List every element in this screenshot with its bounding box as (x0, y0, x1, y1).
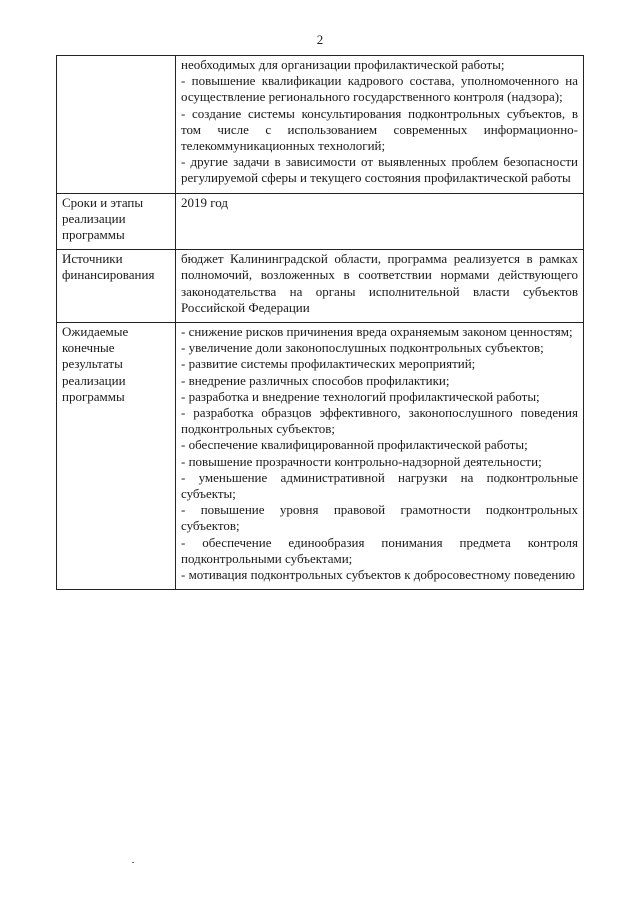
list-item: - внедрение различных способов профилактики; (181, 372, 450, 388)
row-label: Сроки и этапы реализации программы (57, 193, 176, 250)
list-item: - обеспечение квалифицированной профилактической работы; (181, 437, 528, 453)
program-passport-table (56, 55, 584, 590)
list-item: - повышение прозрачности контрольно-надзорной деятельности; (181, 453, 542, 469)
row-label: Ожидаемые конечные результаты реализации программы (57, 323, 176, 590)
page-number: 2 (316, 32, 324, 47)
list-item: бюджет Калининградской области, программа реализуется в рамках полномочий, возложенных в соответствии нормами действующего законодательства на органы исполнительной власти субъектов Российской Федерации (181, 251, 578, 315)
row-label (57, 56, 176, 194)
row-content (176, 250, 584, 323)
list-item: необходимых для организации профилактической работы; (181, 57, 505, 72)
table-row-expected-results (57, 323, 584, 590)
list-item: - увеличение доли законопослушных подконтрольных субъектов; (181, 340, 544, 356)
list-item: 2019 год (181, 194, 228, 210)
list-item: - повышение уровня правовой грамотности подконтрольных субъектов; (181, 502, 578, 534)
list-item: - обеспечение единообразия понимания предмета контроля подконтрольными субъектами; (181, 534, 578, 566)
row-content (176, 193, 584, 250)
table-row-financing (57, 250, 584, 323)
list-item: - развитие системы профилактических мероприятий; (181, 356, 476, 372)
table-row-terms (57, 193, 584, 250)
list-item: - уменьшение административной нагрузки на подконтрольные субъекты; (181, 469, 578, 502)
scan-speck (132, 862, 134, 863)
row-content (176, 56, 584, 194)
table-row-objectives-continued (57, 56, 584, 194)
list-item: - разработка образцов эффективного, законопослушного поведения подконтрольных субъектов; (181, 405, 578, 437)
list-item: - мотивация подконтрольных субъектов к добросовестному поведению (181, 567, 576, 583)
list-item: - другие задачи в зависимости от выявленных проблем безопасности регулируемой сферы и текущего состояния профилактической работы (181, 154, 578, 186)
list-item: - создание системы консультирования подконтрольных субъектов, в том числе с использованием современных информационно-телекоммуникационных технологий; (181, 105, 578, 154)
row-label: Источники финансирования (57, 250, 176, 323)
row-content (176, 323, 584, 590)
list-item: - снижение рисков причинения вреда охраняемым законом ценностям; (181, 324, 573, 340)
list-item: - разработка и внедрение технологий профилактической работы; (181, 388, 540, 404)
list-item: - повышение квалификации кадрового состава, уполномоченного на осуществление регионального государственного контроля (надзора); (181, 73, 578, 105)
